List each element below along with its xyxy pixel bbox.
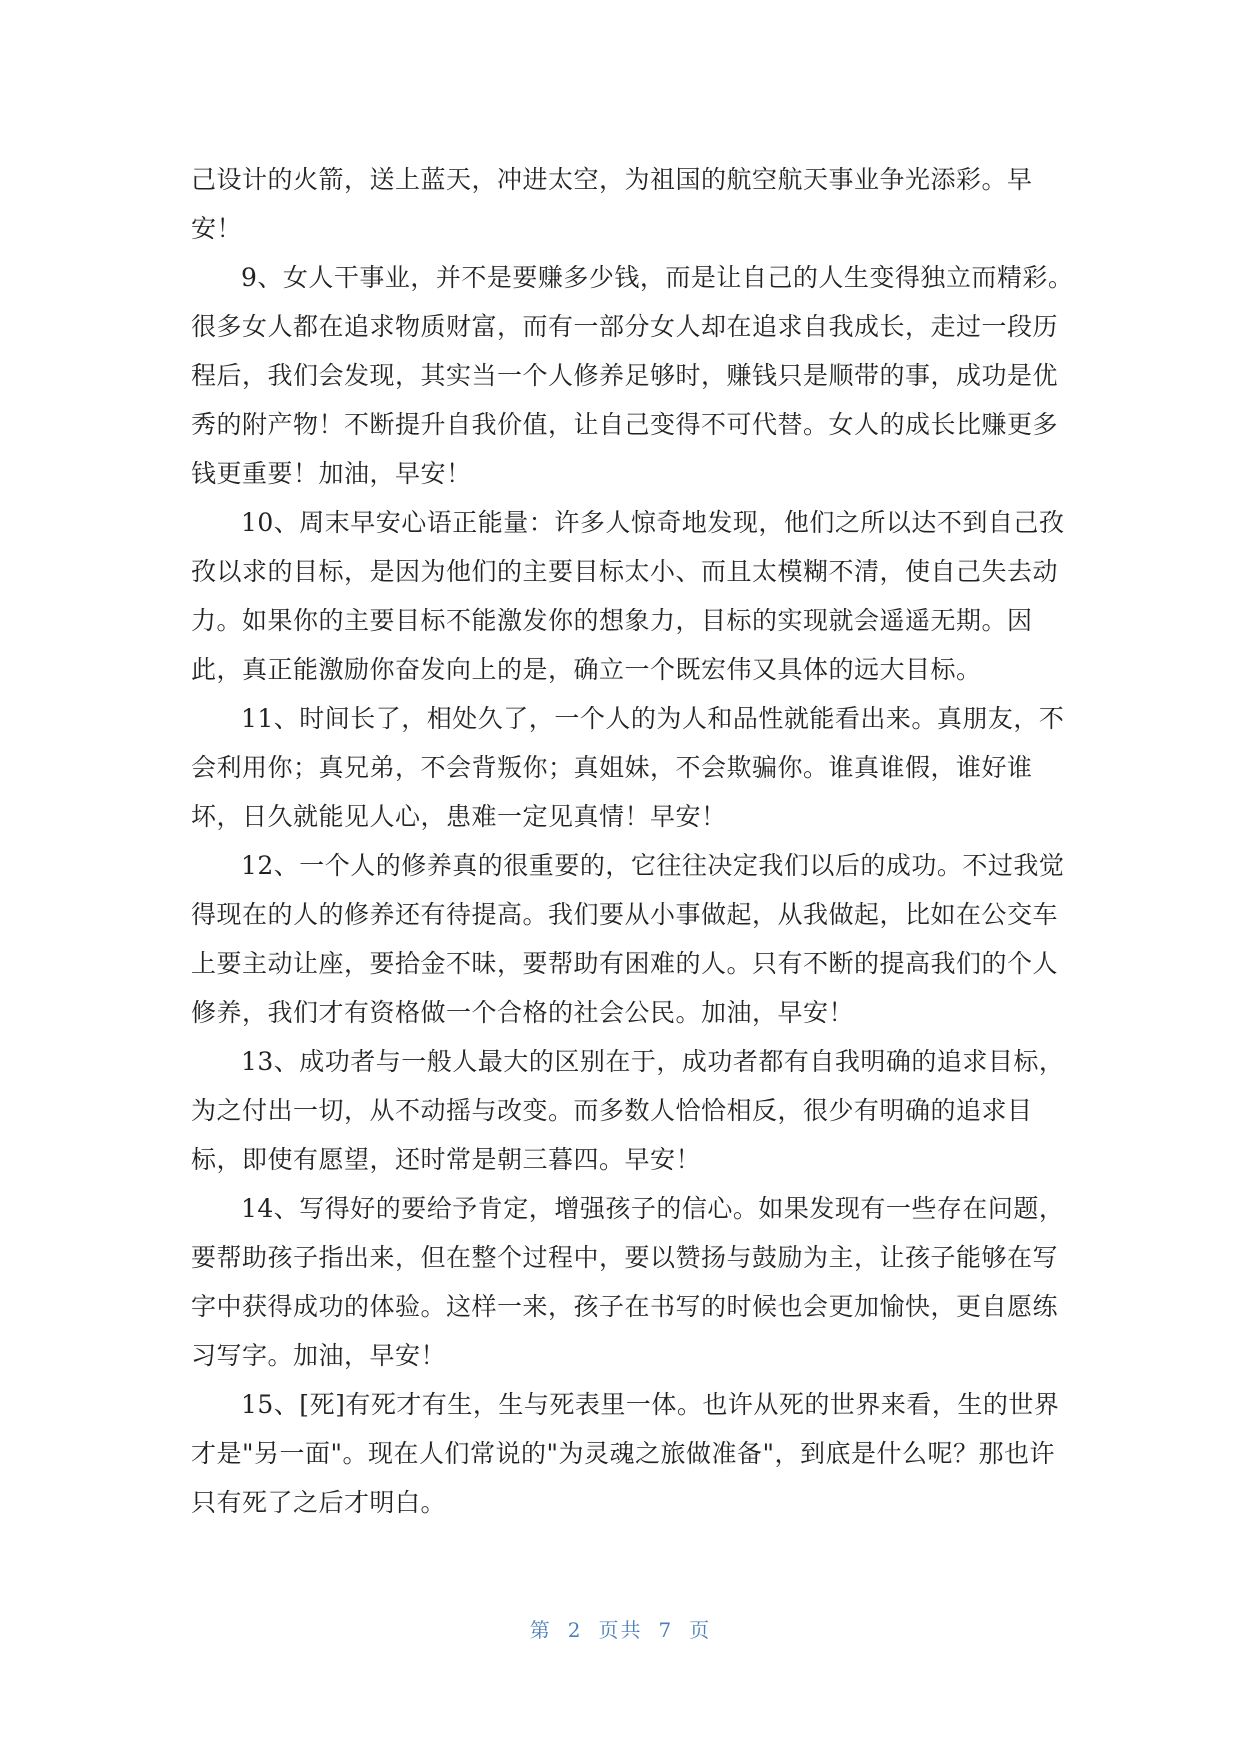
text-line: 坏，日久就能见人心，患难一定见真情！早安！ [191, 802, 727, 831]
paragraph-14 [191, 1184, 1065, 1380]
footer-current-page: 2 [567, 1618, 583, 1642]
text-line: 15、[死]有死才有生，生与死表里一体。也许从死的世界来看，生的世界 [241, 1390, 1060, 1419]
paragraph-15 [191, 1380, 1060, 1527]
paragraph-10 [191, 498, 1065, 694]
text-line: 字中获得成功的体验。这样一来，孩子在书写的时候也会更加愉快，更自愿练 [191, 1292, 1059, 1321]
text-line: 程后，我们会发现，其实当一个人修养足够时，赚钱只是顺带的事，成功是优 [191, 361, 1059, 390]
footer-middle: 页共 [598, 1618, 643, 1642]
text-line: 10、周末早安心语正能量：许多人惊奇地发现，他们之所以达不到自己孜 [241, 508, 1065, 537]
text-line: 才是"另一面"。现在人们常说的"为灵魂之旅做准备"，到底是什么呢？那也许 [191, 1439, 1055, 1468]
text-line: 为之付出一切，从不动摇与改变。而多数人恰恰相反，很少有明确的追求目 [191, 1096, 1033, 1125]
text-line: 此，真正能激励你奋发向上的是，确立一个既宏伟又具体的远大目标。 [191, 655, 982, 684]
paragraph-9 [191, 253, 1074, 498]
text-line: 力。如果你的主要目标不能激发你的想象力，目标的实现就会遥遥无期。因 [191, 606, 1033, 635]
text-line: 修养，我们才有资格做一个合格的社会公民。加油，早安！ [191, 998, 855, 1027]
text-line: 只有死了之后才明白。 [191, 1488, 447, 1517]
text-line: 己设计的火箭，送上蓝天，冲进太空，为祖国的航空航天事业争光添彩。早 [191, 165, 1033, 194]
paragraph-11 [191, 694, 1065, 841]
text-line: 14、写得好的要给予肯定，增强孩子的信心。如果发现有一些存在问题， [241, 1194, 1065, 1223]
text-line: 13、成功者与一般人最大的区别在于，成功者都有自我明确的追求目标， [241, 1047, 1065, 1076]
paragraph-8-continued [191, 155, 1051, 253]
text-line: 秀的附产物！不断提升自我价值，让自己变得不可代替。女人的成长比赚更多 [191, 410, 1059, 439]
text-line: 11、时间长了，相处久了，一个人的为人和品性就能看出来。真朋友，不 [241, 704, 1065, 733]
text-line: 12、一个人的修养真的很重要的，它往往决定我们以后的成功。不过我觉 [241, 851, 1065, 880]
footer-suffix: 页 [689, 1618, 712, 1642]
text-line: 钱更重要！加油，早安！ [191, 459, 472, 488]
text-line: 很多女人都在追求物质财富，而有一部分女人却在追求自我成长，走过一段历 [191, 312, 1059, 341]
document-body [191, 155, 1074, 1527]
footer-prefix: 第 [529, 1618, 552, 1642]
text-line: 上要主动让座，要拾金不昧，要帮助有困难的人。只有不断的提高我们的个人 [191, 949, 1059, 978]
text-line: 习写字。加油，早安！ [191, 1341, 447, 1370]
page-footer [0, 1614, 1241, 1643]
text-line: 会利用你；真兄弟，不会背叛你；真姐妹，不会欺骗你。谁真谁假，谁好谁 [191, 753, 1033, 782]
paragraph-12 [191, 841, 1065, 1037]
paragraph-13 [191, 1037, 1065, 1184]
text-line: 孜以求的目标，是因为他们的主要目标太小、而且太模糊不清，使自己失去动 [191, 557, 1059, 586]
text-line: 安！ [191, 214, 243, 243]
text-line: 标，即使有愿望，还时常是朝三暮四。早安！ [191, 1145, 702, 1174]
text-line: 9、女人干事业，并不是要赚多少钱，而是让自己的人生变得独立而精彩。 [241, 263, 1074, 292]
text-line: 要帮助孩子指出来，但在整个过程中，要以赞扬与鼓励为主，让孩子能够在写 [191, 1243, 1059, 1272]
text-line: 得现在的人的修养还有待提高。我们要从小事做起，从我做起，比如在公交车 [191, 900, 1059, 929]
footer-total-pages: 7 [658, 1618, 674, 1642]
